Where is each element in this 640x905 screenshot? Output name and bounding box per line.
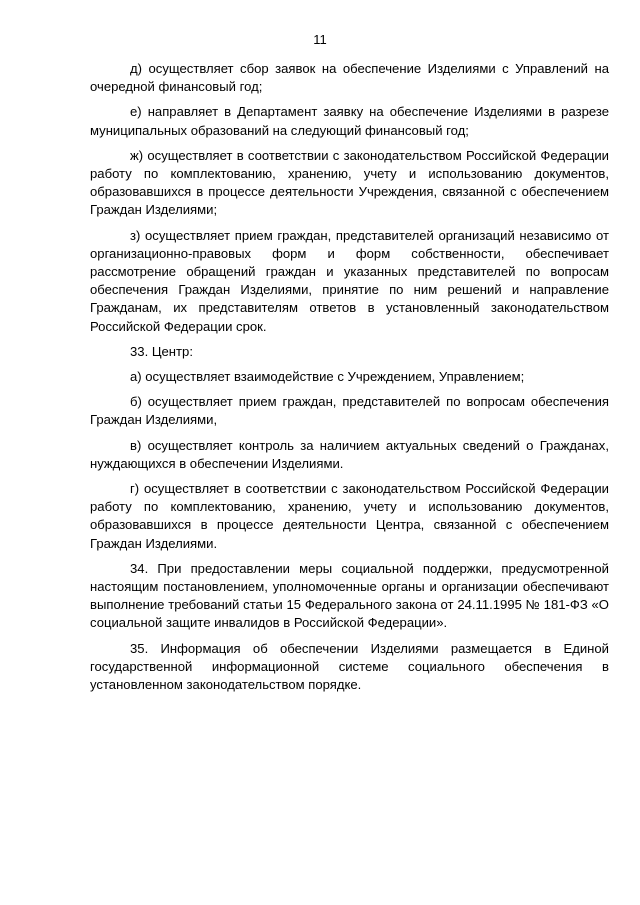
paragraph-item-z: з) осуществляет прием граждан, представителей организаций независимо от организационно-правовых форм и форм собственности, обеспечивает рассмотрение обращений граждан и указанных представителей по вопросам обеспечения Граждан Изделиями, принятие по ним решений и направление Гражданам, их представителям ответов в установленный законодательством Российской Федерации срок. bbox=[90, 227, 609, 334]
paragraph-section-35: 35. Информация об обеспечении Изделиями размещается в Единой государственной информационной системе социального обеспечения в установленном законодательством порядке. bbox=[90, 640, 609, 693]
paragraph-item-a: а) осуществляет взаимодействие с Учреждением, Управлением; bbox=[130, 369, 525, 385]
page-number: 11 bbox=[313, 32, 327, 47]
paragraph-item-g: г) осуществляет в соответствии с законодательством Российской Федерации работу по комплектованию, хранению, учету и использованию документов, образовавшихся в процессе деятельности Центра, связанной с обеспечением Граждан Изделиями. bbox=[90, 481, 609, 551]
paragraph-item-e: е) направляет в Департамент заявку на обеспечение Изделиями в разрезе муниципальных образований на следующий финансовый год; bbox=[90, 104, 609, 138]
paragraph-item-zh: ж) осуществляет в соответствии с законодательством Российской Федерации работу по комплектованию, хранению, учету и использованию документов, образовавшихся в процессе деятельности Учреждения, связанной с обеспечением Граждан Изделиями; bbox=[90, 147, 609, 218]
paragraph-item-d: д) осуществляет сбор заявок на обеспечение Изделиями с Управлений на очередной финансовый год; bbox=[90, 61, 609, 95]
paragraph-item-b: б) осуществляет прием граждан, представителей по вопросам обеспечения Граждан Изделиями, bbox=[90, 394, 609, 428]
document-body bbox=[90, 60, 609, 701]
paragraph-section-33-heading: 33. Центр: bbox=[130, 343, 193, 359]
paragraph-item-v: в) осуществляет контроль за наличием актуальных сведений о Гражданах, нуждающихся в обеспечении Изделиями. bbox=[90, 437, 609, 471]
paragraph-section-34: 34. При предоставлении меры социальной поддержки, предусмотренной настоящим постановлением, уполномоченные органы и организации обеспечивают выполнение требований статьи 15 Федерального закона от 24.11.1995 № 181-ФЗ «О социальной защите инвалидов в Российской Федерации». bbox=[90, 560, 609, 631]
